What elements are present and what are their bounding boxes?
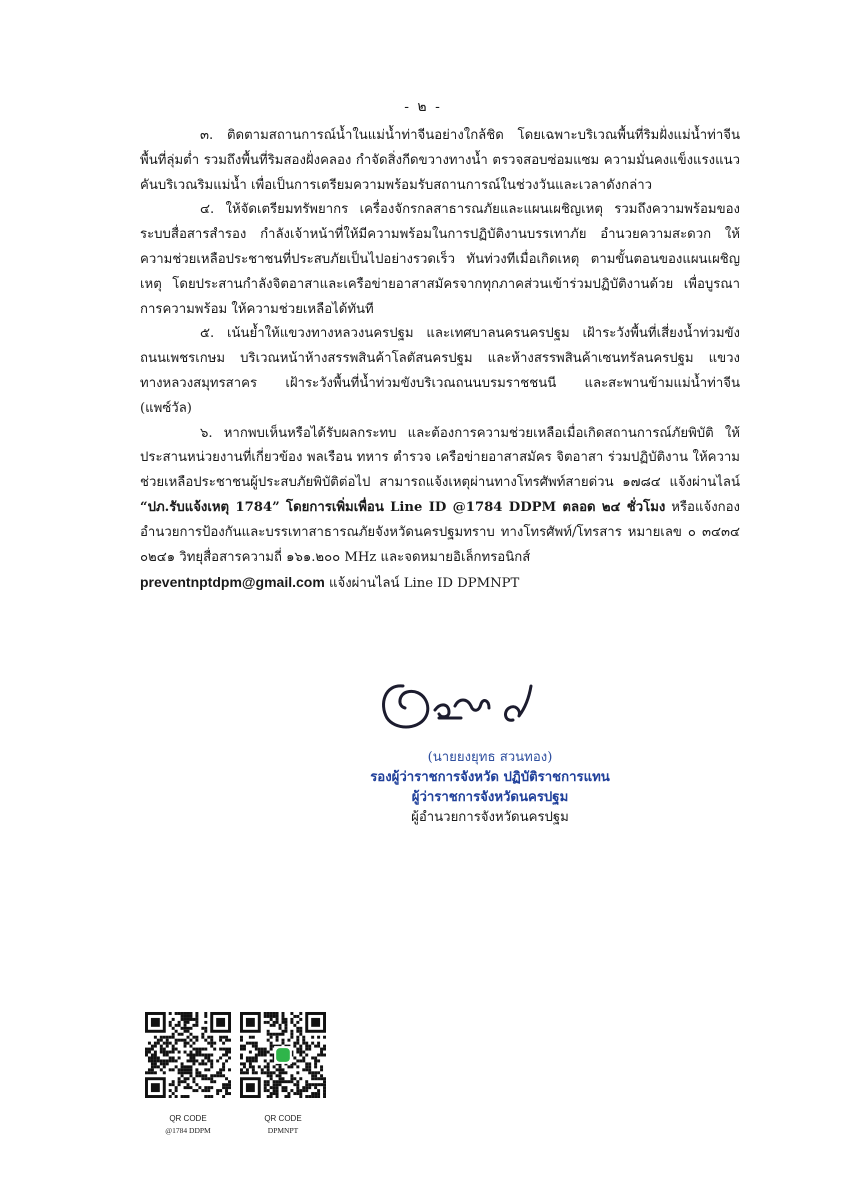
signer-title-1: รองผู้ว่าราชการจังหวัด ปฏิบัติราชการแทน [370, 770, 610, 785]
paragraph-3: ๓. ติดตามสถานการณ์น้ำในแม่น้ำท่าจีนอย่างใกล้ชิด โดยเฉพาะบริเวณพื้นที่ริมฝั่งแม่น้ำท่าจีน พื้นที่ลุ่มต่ำ รวมถึงพื้นที่ริมสองฝั่งคลอง กำจัดสิ่งกีดขวางทางน้ำ ตรวจสอบซ่อมแซม ความมั่นคงแข็งแรงแนวคันบริเวณริมแม่น้ำ เพื่อเป็นการเตรียมความพร้อมรับสถานการณ์ในช่วงวันและเวลาดังกล่าว [140, 128, 740, 193]
qr-code-ddpm[interactable] [145, 1012, 231, 1098]
paragraph-4: ๔. ให้จัดเตรียมทรัพยากร เครื่องจักรกลสาธารณภัยและแผนเผชิญเหตุ รวมถึงความพร้อมของระบบสื่อสารสำรอง กำลังเจ้าหน้าที่ให้มีความพร้อมในการปฏิบัติงานบรรเทาภัย อำนวยความสะดวก ให้ความช่วยเหลือประชาชนที่ประสบภัยเป็นไปอย่างรวดเร็ว ทันท่วงทีเมื่อเกิดเหตุ ตามขั้นตอนของแผนเผชิญเหตุ โดยประสานกำลังจิตอาสาและเครือข่ายอาสาสมัครจากทุกภาคส่วนเข้าร่วมปฏิบัติงานด้วย เพื่อบูรณาการความพร้อม ให้ความช่วยเหลือได้ทันที [140, 202, 740, 317]
signer-title-3: ผู้อำนวยการจังหวัดนครปฐม [411, 810, 569, 825]
email-address[interactable]: preventnptdpm@gmail.com [140, 574, 325, 591]
line-logo-icon [276, 1048, 290, 1062]
qr-block-ddpm [143, 1012, 233, 1136]
qr-block-dpmnpt [238, 1012, 328, 1136]
qr-sub-caption: @1784 DDPM [165, 1126, 211, 1135]
paragraph-5: ๕. เน้นย้ำให้แขวงทางหลวงนครปฐม และเทศบาลนครนครปฐม เฝ้าระวังพื้นที่เสี่ยงน้ำท่วมขังถนนเพชรเกษม บริเวณหน้าห้างสรรพสินค้าโลตัสนครปฐม และห้างสรรพสินค้าเซนทรัลนครปฐม แขวงทางหลวงสมุทรสาคร เฝ้าระวังพื้นที่น้ำท่วมขังบริเวณถนนบรมราชชนนี และสะพานข้ามแม่น้ำท่าจีน (แพซ์วัล) [140, 326, 740, 416]
paragraph-6: ๖. หากพบเห็นหรือได้รับผลกระทบ และต้องการความช่วยเหลือเมื่อเกิดสถานการณ์ภัยพิบัติ ให้ประสานหน่วยงานที่เกี่ยวข้อง พลเรือน ทหาร ตำรวจ เครือข่ายอาสาสมัคร จิตอาสา ร่วมปฏิบัติงาน ให้ความช่วยเหลือประชาชนผู้ประสบภัยพิบัติต่อไป สามารถแจ้งเหตุผ่านทางโทรศัพท์สายด่วน ๑๗๘๔ แจ้งผ่านไลน์ “ปภ.รับแจ้งเหตุ 1784” โดยการเพิ่มเพื่อน Line ID @1784 DDPM ตลอด ๒๔ ชั่วโมง หรือแจ้งกองอำนวยการป้องกันและบรรเทาสาธารณภัยจังหวัดนครปฐมทราบ ทางโทรศัพท์/โทรสาร หมายเลข ๐ ๓๔๓๔ ๐๒๔๑ วิทยุสื่อสารความถี่ ๑๖๑.๒๐๐ MHz และจดหมายอิเล็กทรอนิกส์ [140, 425, 740, 565]
handwritten-signature [375, 668, 545, 738]
qr-caption: QR CODE [264, 1114, 302, 1123]
qr-sub-caption: DPMNPT [267, 1126, 299, 1135]
line-contact-bold: “ปภ.รับแจ้งเหตุ 1784” โดยการเพิ่มเพื่อน Line ID @1784 DDPM ตลอด ๒๔ ชั่วโมง [140, 499, 666, 515]
page-number: - ๒ - [404, 99, 442, 115]
signer-title-2: ผู้ว่าราชการจังหวัดนครปฐม [411, 790, 569, 805]
signer-name: (นายยงยุทธ สวนทอง) [427, 750, 553, 765]
document-body [140, 124, 740, 597]
qr-caption: QR CODE [169, 1114, 207, 1123]
qr-code-dpmnpt[interactable] [240, 1012, 326, 1098]
email-line: preventnptdpm@gmail.com แจ้งผ่านไลน์ Line ID DPMNPT [140, 574, 520, 592]
signature-block [300, 748, 680, 828]
